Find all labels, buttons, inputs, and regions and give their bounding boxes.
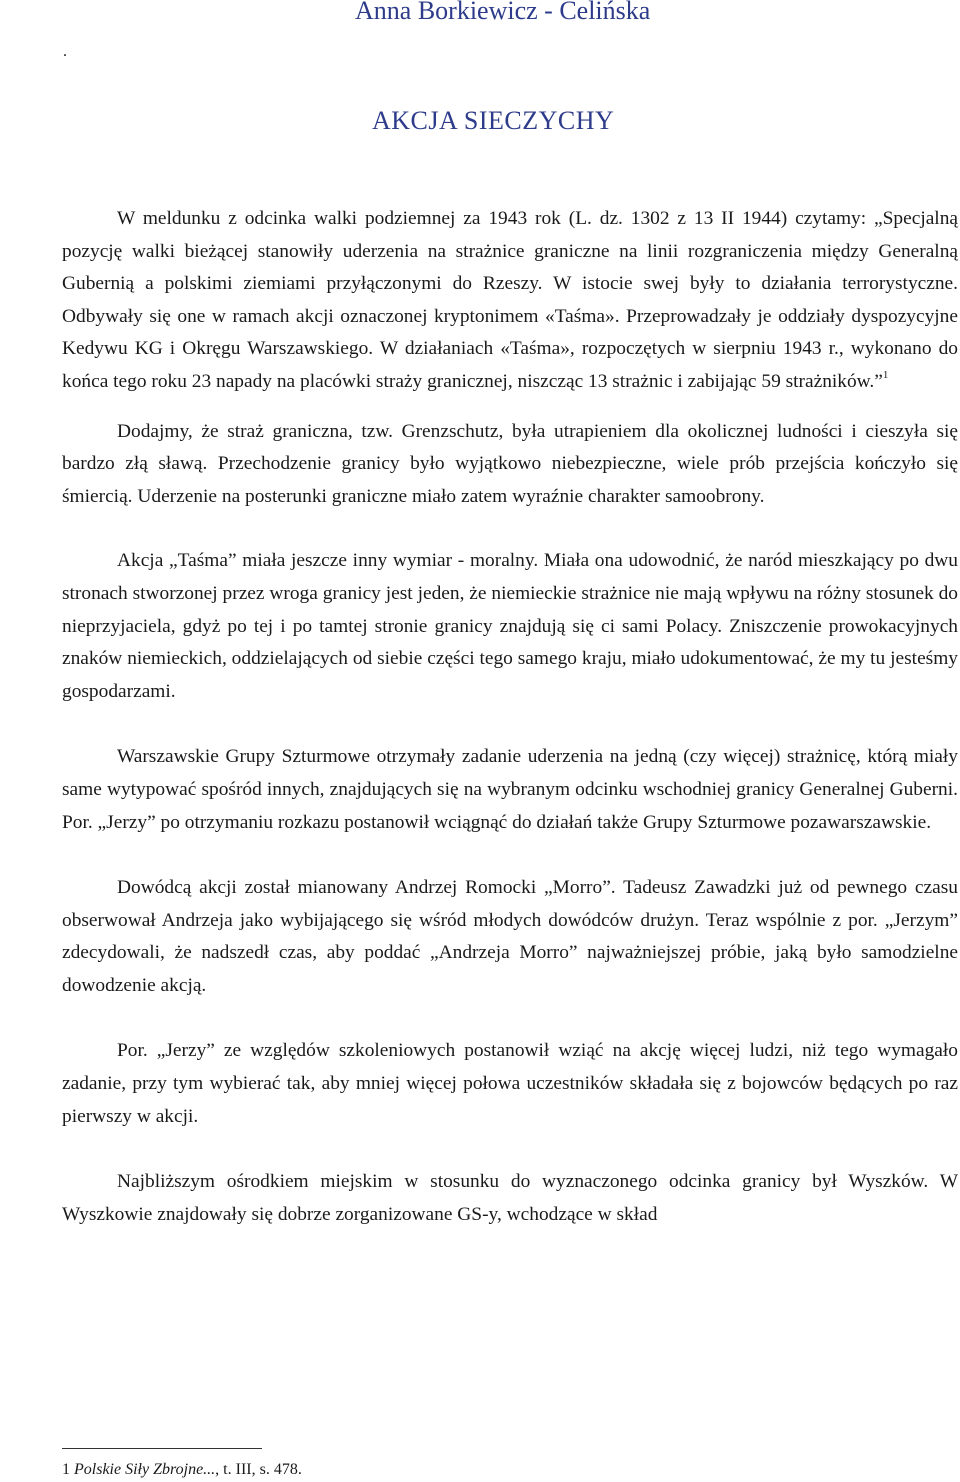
footnote-source-title: Polskie Siły Zbrojne...	[74, 1461, 216, 1478]
paragraph	[62, 1166, 958, 1231]
document-title: AKCJA SIECZYCHY	[372, 106, 615, 135]
body-text	[62, 203, 958, 1231]
footnote-source-details: , t. III, s. 478.	[215, 1461, 302, 1478]
paragraph-text: Warszawskie Grupy Szturmowe otrzymały zadanie uderzenia na jedną (czy więcej) strażnicę, którą miały same wytypować spośród innych, znajdujących się na wybranym odcinku wschodniej granicy Generalnej Guberni. Por. „Jerzy” po otrzymaniu rozkazu postanowił wciągnąć do działań także Grupy Szturmowe pozawarszawskie.	[62, 746, 958, 833]
paragraph-text: Por. „Jerzy” ze względów szkoleniowych postanowił wziąć na akcję więcej ludzi, niż tego wymagało zadanie, przy tym wybierać tak, aby mniej więcej połowa uczestników składała się z bojowców będących po raz pierwszy w akcji.	[62, 1040, 958, 1127]
paragraph-text: Najbliższym ośrodkiem miejskim w stosunku do wyznaczonego odcinka granicy był Wyszków. W Wyszkowie znajdowały się dobrze zorganizowane GS-y, wchodzące w skład	[62, 1171, 958, 1225]
paragraph	[62, 545, 958, 708]
paragraph-text: Akcja „Taśma” miała jeszcze inny wymiar - moralny. Miała ona udowodnić, że naród mieszkający po dwu stronach stworzonej przez wroga granicy jest jeden, że niemieckie strażnice nie mają wpływu na różny stosunek do nieprzyjaciela, gdyż po tej i po tamtej stronie granicy znajdują się ci sami Polacy. Zniszczenie prowokacyjnych znaków niemieckich, oddzielających od siebie części tego samego kraju, miało udokumentować, że my tu jesteśmy gospodarzami.	[62, 550, 958, 702]
paragraph	[62, 416, 958, 514]
paragraph	[62, 203, 958, 399]
author-name: Anna Borkiewicz - Celińska	[355, 0, 651, 25]
paragraph	[62, 872, 958, 1002]
paragraph-text: Dowódcą akcji został mianowany Andrzej Romocki „Morro”. Tadeusz Zawadzki już od pewnego czasu obserwował Andrzeja jako wybijającego się wśród młodych dowódców drużyn. Teraz wspólnie z por. „Jerzym” zdecydowali, że nadszedł czas, aby poddać „Andrzeja Morro” najważniejszej próbie, jaką było samodzielne dowodzenie akcją.	[62, 877, 958, 996]
footnote-reference[interactable]: 1	[882, 368, 889, 381]
paragraph	[62, 741, 958, 839]
footnote	[62, 1460, 302, 1480]
footnote-separator	[62, 1448, 262, 1449]
footnote-number: 1	[62, 1461, 70, 1478]
paragraph	[62, 1035, 958, 1133]
stray-mark: .	[63, 43, 67, 60]
paragraph-text: W meldunku z odcinka walki podziemnej za 1943 rok (L. dz. 1302 z 13 II 1944) czytamy: „Specjalną pozycję walki bieżącej stanowiły uderzenia na strażnice graniczne na linii rozgraniczenia między Generalną Gubernią a polskimi ziemiami przyłączonymi do Rzeszy. W istocie swej były to działania terrorystyczne. Odbywały się one w ramach akcji oznaczonej kryptonimem «Taśma». Przeprowadzały je oddziały dyspozycyjne Kedywu KG i Okręgu Warszawskiego. W działaniach «Taśma», rozpoczętych w sierpniu 1943 r., wykonano do końca tego roku 23 napady na placówki straży granicznej, niszcząc 13 strażnic i zabijając 59 strażników.”	[62, 208, 958, 392]
paragraph-text: Dodajmy, że straż graniczna, tzw. Grenzschutz, była utrapieniem dla okolicznej ludności i cieszyła się bardzo złą sławą. Przechodzenie granicy było wyjątkowo niebezpieczne, wiele prób przejścia kończyło się śmiercią. Uderzenie na posterunki graniczne miało zatem wyraźnie charakter samoobrony.	[62, 420, 958, 507]
